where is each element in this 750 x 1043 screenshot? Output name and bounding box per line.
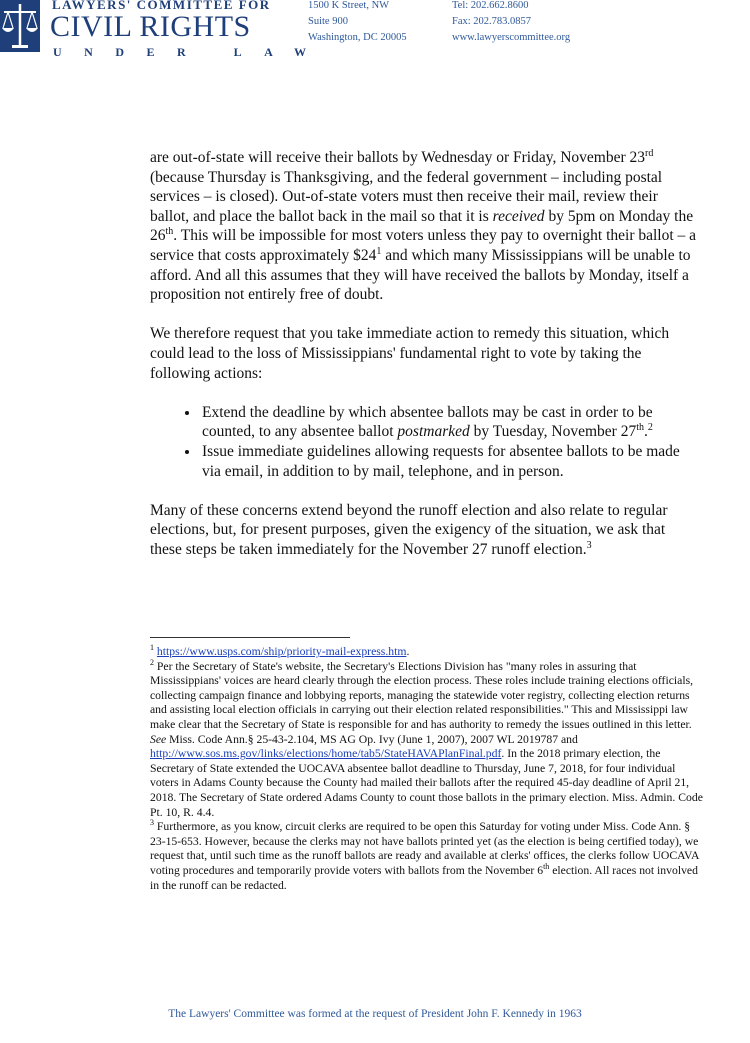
footnote-3: $^3$ Furthermore, as you know, circuit clerks are required to be open this Saturday for voting under Miss. Code Ann. § 23-15-653. However, because the clerks may not have ballots printed yet (as the election is being certified today), we request that, until such time as the runoff ballots are ready and available at clerks' offices, the clerks follow UOCAVA voting procedures and temporarily provide voters with ballots from the November 6th election. All races not involved in the runoff can be redacted. [150,818,699,892]
paragraph-3: Many of these concerns extend beyond the runoff election and also relate to regular elections, but, for present purposes, given the exigency of the situation, we ask that these steps be taken immediately for the November 27 runoff election.$^3$ [150,501,668,558]
fax-number: Fax: 202.783.0857 [452,16,532,27]
address-line: Suite 900 [308,16,348,27]
footnote-ref-2: 2 [647,422,653,434]
paragraph-1: are out-of-state will receive their ballots by Wednesday or Friday, November 23rd (because Thursday is Thanksgiving, and the federal government – including postal services – is closed). Out-of-state voters must then receive their mail, review their ballot, and place the ballot back in the mail so that it is received by 5pm on Monday the 26th. This will be impossible for most voters unless they pay to overnight their ballot – a service that costs approximately $\$24^1$ and which many Mississippians will be unable to afford. And all this assumes that they will have received the ballots by Monday, itself a proposition not entirely free of doubt. [150,147,697,304]
letterhead [0,0,750,60]
footnote-2: $^2$ Per the Secretary of State's website, the Secretary's Elections Division has "many roles in assuring that Mississippians' voices are heard clearly through the election process. These roles include training elections officials, collecting campaign finance and lobbying reports, managing the statewide voter registry, collecting election returns and assisting local election officials in carrying out their election related responsibilities." This and Mississippi law make clear that the Secretary of State is responsible for and has authority to remedy the issues outlined in this letter. See Miss. Code Ann.§ 25-43-2.104, MS AG Op. Ivy (June 1, 2007), 2007 WL 2019787 and http://www.sos.ms.gov/links/elections/home/tab5/StateHAVAPlanFinal.pdf. In the 2018 primary election, the Secretary of State extended the UOCAVA absentee ballot deadline to Thursday, June 7, 2018, for four individual voters in Adams County because the County had mailed their ballots after the required 45-day deadline of April 21, 2018. The Secretary of State ordered Adams County to count those ballots in the primary election. Miss. Admin. Code Pt. 10, R. 4.4. [150,657,703,819]
address-block [308,0,407,46]
scales-of-justice-logo [0,0,46,56]
org-name-line1: LAWYERS' COMMITTEE FOR [52,0,271,12]
contact-block [452,0,570,46]
requested-actions-list [150,403,700,481]
sos-plan-link[interactable]: http://www.sos.ms.gov/links/elections/home/tab5/StateHAVAPlanFinal.pdf [150,747,502,761]
footnotes [150,645,705,893]
address-line: Washington, DC 20005 [308,32,407,43]
address-line: 1500 K Street, NW [308,0,390,11]
list-item: • Issue immediate guidelines allowing requests for absentee ballots to be made via email, in addition to by mail, telephone, and in person. [200,442,700,481]
letter-body [150,148,700,579]
list-item: • Extend the deadline by which absentee ballots may be cast in order to be counted, to any absentee ballot postmarked by Tuesday, November 27th.$^2$ [200,403,700,442]
footnote-divider [150,637,350,638]
footnote-ref-3: 3 [586,539,592,551]
page-footer: The Lawyers' Committee was formed at the request of President John F. Kennedy in 1963 [168,1008,582,1020]
org-name-line3: UNDER LAW [53,45,329,59]
footnote-1: $^1$ https://www.usps.com/ship/priority-mail-express.htm. [150,643,410,658]
paragraph-2: We therefore request that you take immediate action to remedy this situation, which could lead to the loss of Mississippians' fundamental right to vote by taking the following actions: [150,325,670,382]
website-link[interactable]: www.lawyerscommittee.org [452,32,571,43]
usps-link[interactable]: https://www.usps.com/ship/priority-mail-express.htm [156,645,407,658]
org-name-line2: CIVIL RIGHTS [50,10,251,43]
phone-number: Tel: 202.662.8600 [452,0,529,11]
footnote-ref-1: 1 [376,245,382,257]
